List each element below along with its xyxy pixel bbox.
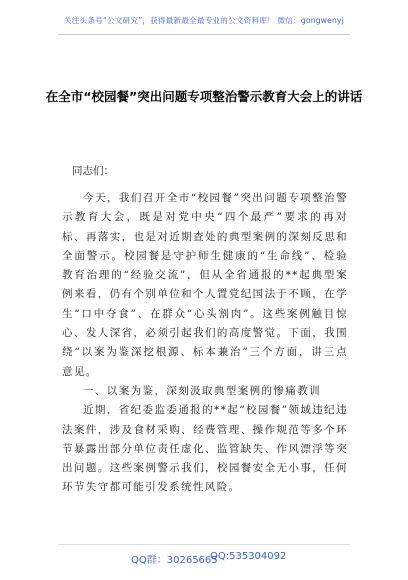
document-body — [62, 189, 348, 498]
footer-divider — [58, 544, 350, 545]
salutation: 同志们： — [72, 165, 114, 177]
document-title: 在全市“校园餐”突出问题专项整治警示教育大会上的讲话 — [45, 89, 363, 104]
footer-qq-contact: QQ:535304092 — [210, 551, 287, 562]
header-divider — [58, 34, 350, 35]
header-note: 关注头条号“公文研究”，获得最新最全最专业的公文资料库！ 微信：gongwenyj — [63, 16, 345, 25]
paragraph-intro: 今天，我们召开全市“校园餐”突出问题专项整治警示教育大会，既是对党中央“四个最严”要求的再对标、再落实，也是对近期查处的典型案例的深刻反思和全面警示。校园餐是守护师生健康的“生命线”、检验教育治理的“经验交流”，但从全省通报的**起典型案例来看，仍有个别单位和个人置党纪国法于不顾，在学生“口中夺食”、在群众“心头割肉”。这些案例触目惊心、发人深省，必须引起我们的高度警觉。下面，我围绕“以案为鉴深挖根源、标本兼治”三个方面，讲三点意见。 — [62, 192, 348, 378]
section-heading-1: 一、以案为鉴，深刻汲取典型案例的惨痛教训 — [83, 384, 321, 397]
footer-qq-group: QQ群：30265665 — [131, 555, 218, 566]
paragraph-section-1: 近期，省纪委监委通报的**起“校园餐”领域违纪违法案件，涉及食材采购、经费管理、操作规范等多个环节暴露出部分单位责任虚化、监管缺失、作风漂浮等突出问题。这些案例警示我们，校园餐安全无小事，任何环节失守都可能引发系统性风险。 — [62, 404, 348, 494]
